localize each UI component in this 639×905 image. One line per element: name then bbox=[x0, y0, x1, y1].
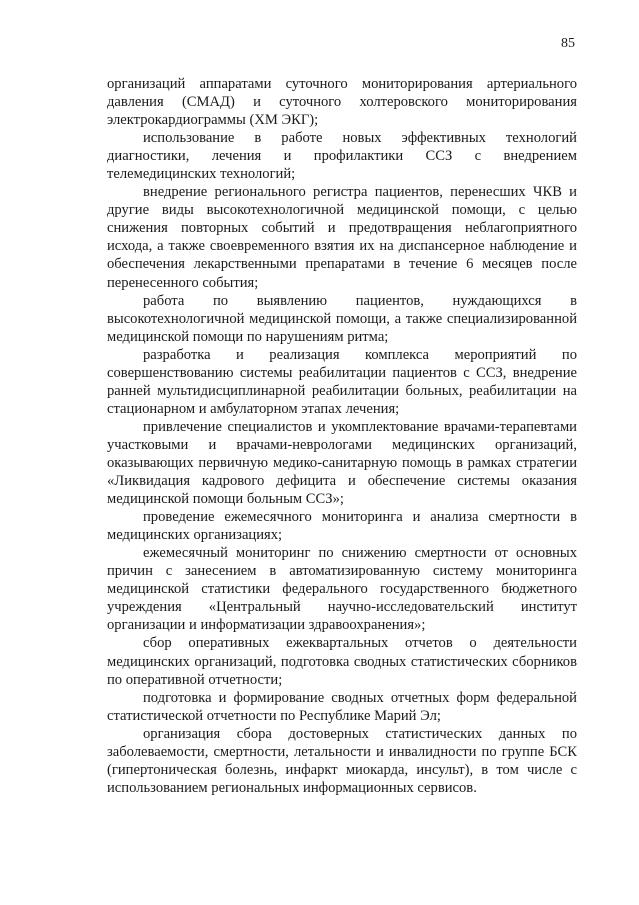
paragraph-rehabilitation: разработка и реализация комплекса мероприятий по совершенствованию системы реабилитации пациентов с ССЗ, внедрение ранней мультидисциплинарной реабилитации больных, реабилитации на стационарном и амбулаторном этапах лечения; bbox=[107, 346, 577, 417]
paragraph-mortality-monitoring: проведение ежемесячного мониторинга и анализа смертности в медицинских организациях; bbox=[107, 509, 577, 544]
paragraph-continuation-monitoring-devices: организаций аппаратами суточного мониторирования артериального давления (СМАД) и суточного холтеровского мониторирования электрокардиограммы (ХМ ЭКГ); bbox=[107, 76, 577, 129]
page-number: 85 bbox=[561, 36, 575, 51]
paragraph-staffing: привлечение специалистов и укомплектование врачами-терапевтами участковыми и врачами-неврологами медицинских организаций, оказывающих первичную медико-санитарную помощь в рамках стратегии «Ликвидация кадрового дефицита и обеспечение системы оказания медицинской помощи больным ССЗ»; bbox=[107, 418, 577, 508]
paragraph-data-collection: организация сбора достоверных статистических данных по заболеваемости, смертности, летальности и инвалидности по группе БСК (гипертоническая болезнь, инфаркт миокарда, инсульт), в том числе с использованием региональных информационных сервисов. bbox=[107, 725, 577, 796]
paragraph-quarterly-reports: сбор оперативных ежеквартальных отчетов о деятельности медицинских организаций, подготовка сводных статистических сборников по оперативной отчетности; bbox=[107, 635, 577, 688]
paragraph-identify-patients: работа по выявлению пациентов, нуждающихся в высокотехнологичной медицинской помощи, а также специализированной медицинской помощи по нарушениям ритма; bbox=[107, 292, 577, 345]
paragraph-new-technologies: использование в работе новых эффективных технологий диагностики, лечения и профилактики ССЗ с внедрением телемедицинских технологий; bbox=[107, 130, 577, 183]
body-text bbox=[107, 75, 577, 797]
paragraph-federal-statistics: подготовка и формирование сводных отчетных форм федеральной статистической отчетности по Республике Марий Эл; bbox=[107, 689, 577, 724]
paragraph-monthly-monitoring: ежемесячный мониторинг по снижению смертности от основных причин с занесением в автоматизированную систему мониторинга медицинской статистики федерального государственного бюджетного учреждения «Центральный научно-исследовательский институт организации и информатизации здравоохранения»; bbox=[107, 545, 577, 634]
paragraph-regional-registry: внедрение регионального регистра пациентов, перенесших ЧКВ и другие виды высокотехнологичной медицинской помощи, с целью снижения повторных событий и предотвращения неблагоприятного исхода, а также своевременного взятия их на диспансерное наблюдение и обеспечения лекарственными препаратами в течение 6 месяцев после перенесенного события; bbox=[107, 184, 577, 291]
